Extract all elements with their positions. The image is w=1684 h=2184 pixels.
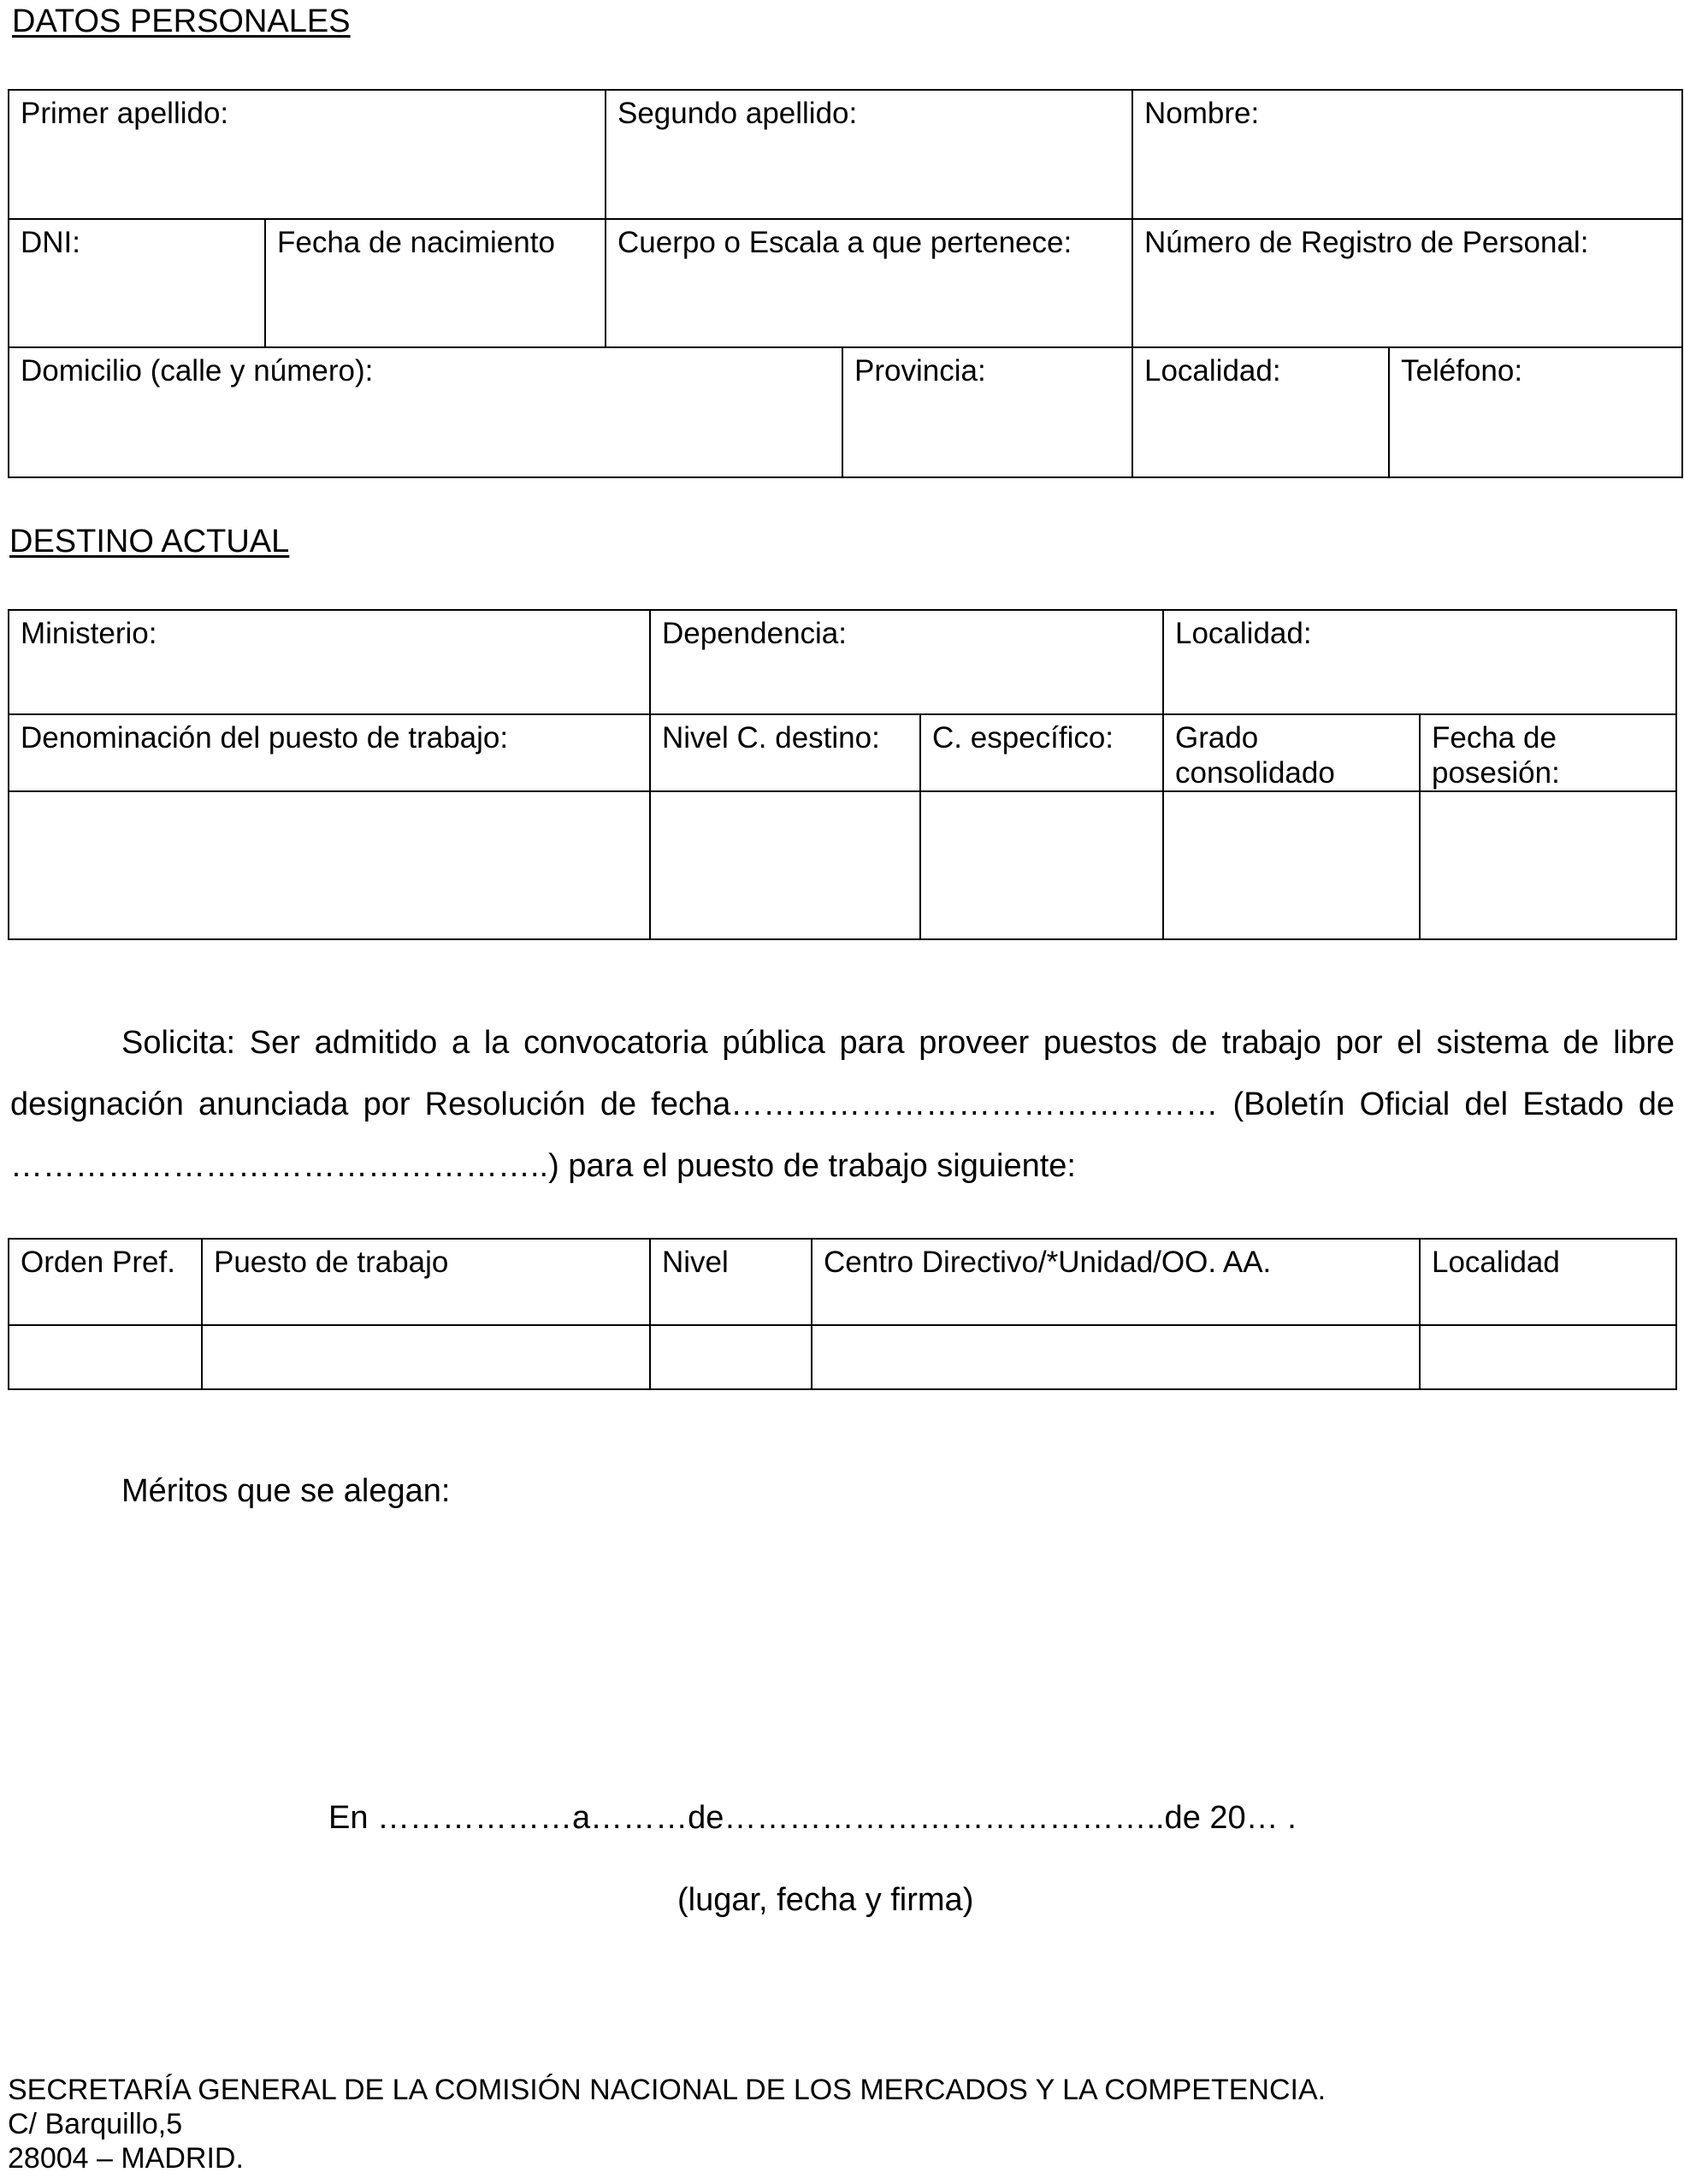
domicilio-field[interactable] — [9, 347, 842, 477]
positions-table — [8, 1238, 1677, 1390]
provincia-label: Provincia: — [854, 354, 986, 388]
fecha-nacimiento-label: Fecha de nacimiento — [277, 226, 555, 259]
especifico-header — [920, 714, 1163, 791]
section-title-current: DESTINO ACTUAL — [9, 524, 290, 559]
segundo-apellido-field[interactable] — [606, 90, 1132, 219]
especifico-value[interactable] — [920, 791, 1163, 939]
primer-apellido-label: Primer apellido: — [21, 97, 229, 130]
footer-line-3: 28004 – MADRID. — [8, 2142, 244, 2175]
posesion-label: Fecha de posesión: — [1432, 721, 1560, 790]
nombre-field[interactable] — [1132, 90, 1682, 219]
localidad-field[interactable] — [1132, 347, 1389, 477]
positions-header-orden: Orden Pref. — [9, 1239, 202, 1325]
footer-address — [8, 2073, 1326, 2175]
telefono-label: Teléfono: — [1401, 354, 1523, 388]
ministerio-field[interactable] — [9, 610, 650, 714]
cuerpo-escala-field[interactable] — [606, 219, 1132, 347]
cuerpo-escala-label: Cuerpo o Escala a que pertenece: — [617, 226, 1072, 259]
puesto-value[interactable] — [9, 791, 650, 939]
positions-header-centro: Centro Directivo/*Unidad/OO. AA. — [812, 1239, 1420, 1325]
request-paragraph — [10, 1012, 1675, 1197]
nombre-label: Nombre: — [1144, 97, 1260, 130]
nivel-header — [650, 714, 920, 791]
positions-header-nivel: Nivel — [650, 1239, 812, 1325]
nivel-value[interactable] — [650, 791, 920, 939]
positions-header-localidad: Localidad — [1420, 1239, 1676, 1325]
footer-line-2: C/ Barquillo,5 — [8, 2108, 183, 2140]
localidad-actual-field[interactable] — [1163, 610, 1676, 714]
registro-personal-label: Número de Registro de Personal: — [1144, 226, 1589, 259]
posesion-header — [1420, 714, 1676, 791]
localidad-label: Localidad: — [1144, 354, 1281, 388]
nivel-input[interactable] — [650, 1325, 812, 1389]
signature-caption: (lugar, fecha y firma) — [677, 1882, 974, 1918]
domicilio-label: Domicilio (calle y número): — [21, 354, 374, 388]
puesto-input[interactable] — [202, 1325, 650, 1389]
segundo-apellido-label: Segundo apellido: — [617, 97, 858, 130]
current-post-table — [8, 609, 1677, 940]
dependencia-label: Dependencia: — [662, 617, 847, 650]
signature-line: En ………………a………de…………………………………..de 20… . — [328, 1800, 1297, 1836]
localidad-input[interactable] — [1420, 1325, 1676, 1389]
puesto-header — [9, 714, 650, 791]
grado-label: Grado consolidado — [1175, 721, 1335, 790]
merits-label: Méritos que se alegan: — [121, 1473, 451, 1509]
footer-line-1: SECRETARÍA GENERAL DE LA COMISIÓN NACIONAL DE LOS MERCADOS Y LA COMPETENCIA. — [8, 2074, 1327, 2106]
fecha-nacimiento-field[interactable] — [265, 219, 606, 347]
dni-field[interactable] — [9, 219, 265, 347]
localidad-actual-label: Localidad: — [1175, 617, 1312, 650]
grado-value[interactable] — [1163, 791, 1420, 939]
telefono-field[interactable] — [1389, 347, 1682, 477]
registro-personal-field[interactable] — [1132, 219, 1682, 347]
personal-data-table — [8, 89, 1683, 478]
especifico-label: C. específico: — [932, 721, 1114, 755]
ministerio-label: Ministerio: — [21, 617, 157, 650]
positions-header-puesto: Puesto de trabajo — [202, 1239, 650, 1325]
section-title-personal: DATOS PERSONALES — [12, 3, 351, 39]
request-text: Solicita: Ser admitido a la convocatoria pública para proveer puestos de trabajo por el sistema de libre designación anunciada por Resolución de fecha……………………………………… (Boletín Oficial del Estado de …………………………………………..) para el puesto de trabajo siguiente: — [10, 1025, 1675, 1184]
dni-label: DNI: — [21, 226, 80, 259]
dependencia-field[interactable] — [650, 610, 1163, 714]
table-row — [9, 1325, 1676, 1389]
grado-header — [1163, 714, 1420, 791]
provincia-field[interactable] — [842, 347, 1132, 477]
primer-apellido-field[interactable] — [9, 90, 606, 219]
orden-input[interactable] — [9, 1325, 202, 1389]
centro-input[interactable] — [812, 1325, 1420, 1389]
nivel-label: Nivel C. destino: — [662, 721, 880, 755]
posesion-value[interactable] — [1420, 791, 1676, 939]
puesto-label: Denominación del puesto de trabajo: — [21, 721, 509, 755]
